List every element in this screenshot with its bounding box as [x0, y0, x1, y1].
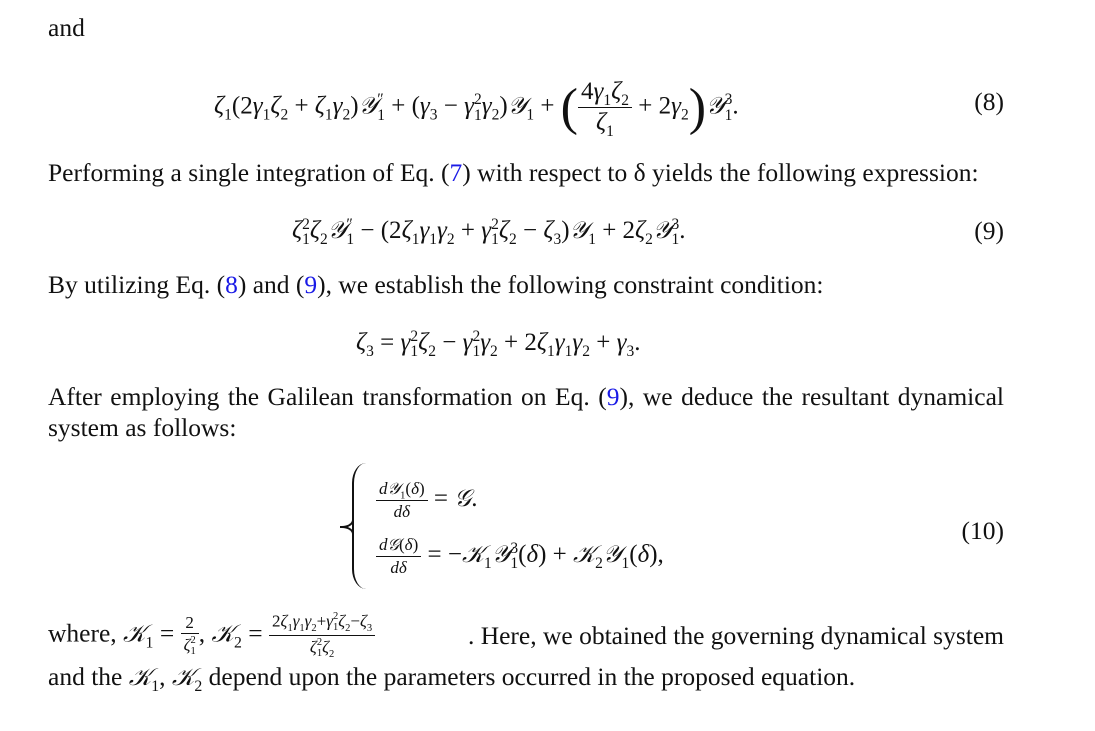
eq-ref-8[interactable]: 8 — [225, 270, 238, 299]
constraint-equation: $\zeta_3 = \gamma$ 2 1 $\zeta_2 - \gamma$ 2 1 $\gamma_2 + 2\zeta_1\gamma_1\gamma_2 + \gamma_3$. — [356, 327, 641, 361]
eq-ref-9b[interactable]: 9 — [606, 382, 620, 411]
paragraph-constraint: By utilizing Eq. (8) and (9), we establish the following constraint condition: — [48, 270, 824, 299]
eq-ref-7[interactable]: 7 — [449, 158, 463, 187]
paragraph-and: and — [48, 13, 85, 42]
equation-9: ζ 2 1 $\zeta_2𝒴$ ″ 1 − ($2\zeta_1\gamma_1\gamma_2 + \gamma$ 2 1 $\zeta_2$ − $\zeta_3)𝒴_1$ + $2\zeta_2𝒴$ 3 1 . — [292, 215, 686, 249]
paragraph-where-line2: and the 𝒦$_1$, 𝒦$_2$ depend upon the parameters occurred in the proposed equation. — [48, 662, 856, 696]
paragraph-where-line1: where, 𝒦$_1$ = 2 ζ 2 1 , 𝒦$_2$ = $2\zeta_1\gamma_1\gamma_2+\gamma$ 2 1 $\zeta_2-\zeta_3$ ζ 2 1 $\zeta_2$ . Here, we obtained the governing dynamical system — [48, 611, 1004, 660]
equation-number-10: (10) — [961, 516, 1004, 545]
equation-8: $\zeta_1(2\gamma_1\zeta_2$ + $\zeta_1\gamma_2)𝒴$ ″ 1 + ($\gamma_3 - \gamma$ 2 1 $\gamma_2)𝒴_1$ + ( $\frac{4\gamma_1\zeta_2}{\zeta_1}$ + $2\gamma_2)𝒴$ 3 1 . — [214, 78, 739, 141]
system-brace — [352, 463, 368, 589]
equation-number-8: (8) — [974, 87, 1004, 116]
paragraph-galilean-line1: After employing the Galilean transformation on Eq. (9), we deduce the resultant dynamical — [48, 382, 1004, 411]
system-brace-tip — [340, 518, 352, 534]
equation-number-9: (9) — [974, 216, 1004, 245]
paragraph-integration: Performing a single integration of Eq. (7) with respect to δ yields the following expression: — [48, 158, 979, 187]
eq-ref-9[interactable]: 9 — [304, 270, 318, 299]
equation-10-row1: $\frac{d𝒴_1(\delta)}{d\delta}$ = 𝒢. — [376, 480, 477, 521]
paragraph-galilean-line2: system as follows: — [48, 413, 237, 442]
equation-10-row2: $\frac{\text{d𝒢(δ)}}{d\delta}$ = −𝒦$_1$𝒴 3 1 (δ) + 𝒦$_2$𝒴$_1$(δ), — [376, 536, 664, 577]
